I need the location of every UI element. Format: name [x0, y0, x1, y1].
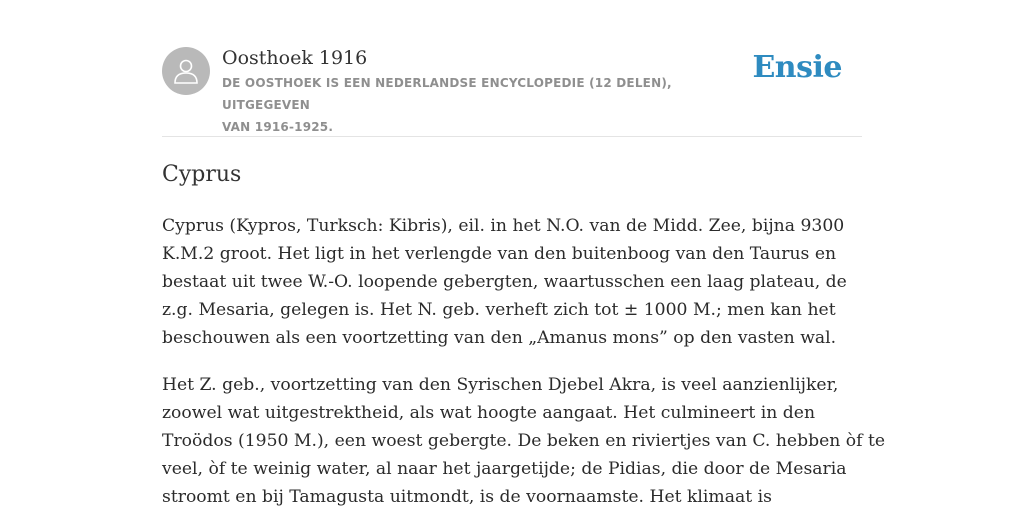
text-line: Het Z. geb., voortzetting van den Syrischen Djebel Akra, is veel aanzienlijker, — [162, 375, 839, 395]
text-line: z.g. Mesaria, gelegen is. Het N. geb. verheft zich tot ± 1000 M.; men kan het — [162, 300, 836, 320]
ensie-logo-link[interactable]: Ensie — [752, 50, 842, 85]
text-line: stroomt en bij Tamagusta uitmondt, is de voornaamste. Het klimaat is — [162, 487, 772, 507]
source-description — [222, 72, 762, 138]
article-paragraph — [162, 212, 862, 352]
source-header — [162, 44, 862, 137]
source-info — [222, 46, 762, 138]
user-icon — [171, 56, 201, 86]
article-body — [162, 212, 886, 530]
text-line: zoowel wat uitgestrektheid, als wat hoogte aangaat. Het culmineert in den — [162, 403, 816, 423]
text-line: veel, òf te weinig water, al naar het jaargetijde; de Pidias, die door de Mesaria — [162, 459, 847, 479]
source-description-line: VAN 1916-1925. — [222, 120, 334, 134]
article-paragraph — [162, 371, 886, 511]
text-line: Cyprus (Kypros, Turksch: Kibris), eil. in het N.O. van de Midd. Zee, bijna 9300 — [162, 216, 845, 236]
source-description-line: DE OOSTHOEK IS EEN NEDERLANDSE ENCYCLOPEDIE (12 DELEN), UITGEGEVEN — [222, 76, 672, 112]
text-line: Troödos (1950 M.), een woest gebergte. De beken en riviertjes van C. hebben òf te — [162, 431, 886, 451]
text-line: beschouwen als een voortzetting van den „Amanus mons” op den vasten wal. — [162, 328, 837, 348]
avatar — [162, 47, 210, 95]
article-title: Cyprus — [162, 162, 242, 187]
source-name[interactable]: Oosthoek 1916 — [222, 47, 368, 69]
text-line: bestaat uit twee W.-O. loopende gebergten, waartusschen een laag plateau, de — [162, 272, 847, 292]
text-line: K.M.2 groot. Het ligt in het verlengde van den buitenboog van den Taurus en — [162, 244, 837, 264]
